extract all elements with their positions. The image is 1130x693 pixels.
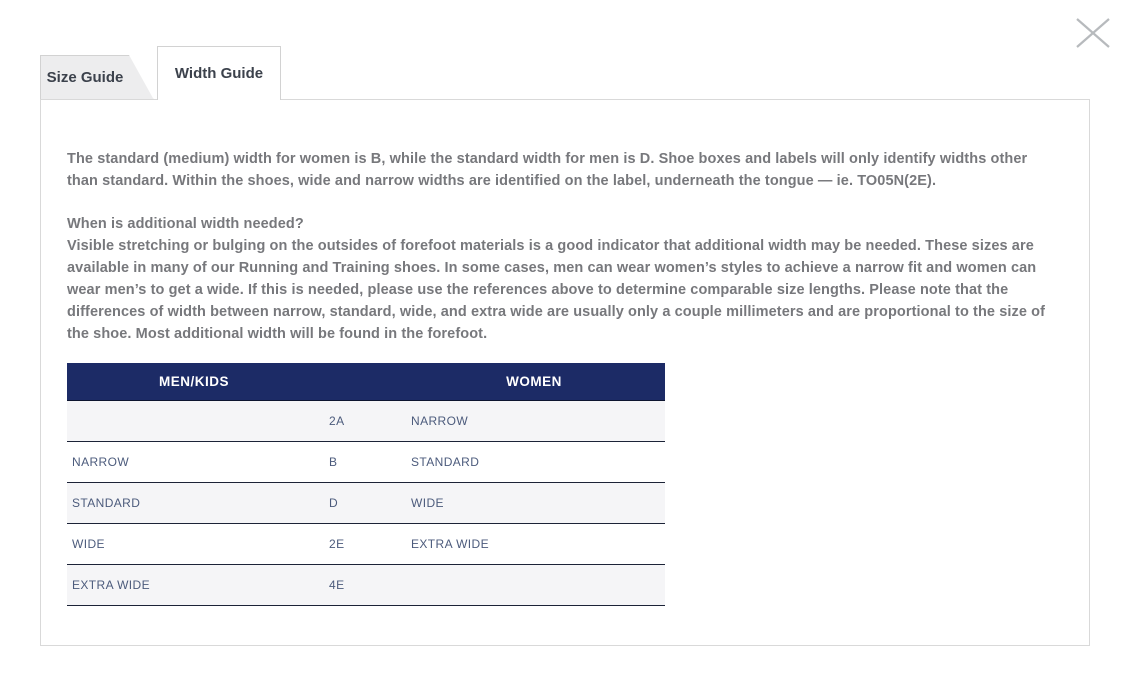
table-header-row	[67, 363, 665, 400]
cell-width-code: 4E	[321, 564, 403, 605]
cell-women: EXTRA WIDE	[403, 523, 665, 564]
header-width-code	[321, 363, 403, 400]
cell-women: STANDARD	[403, 441, 665, 482]
tab-size-guide-label: Size Guide	[46, 69, 124, 86]
table-row	[67, 441, 665, 482]
intro-paragraph: The standard (medium) width for women is B, while the standard width for men is D. Shoe boxes and labels will only identify widths other than standard. Within the shoes, wide and narrow widths are identified on the label, underneath the tongue — ie. TO05N(2E).	[67, 151, 1028, 189]
header-women: WOMEN	[403, 363, 665, 400]
cell-width-code: 2A	[321, 400, 403, 441]
cell-men-kids: EXTRA WIDE	[67, 564, 321, 605]
tab-width-guide[interactable]	[157, 46, 281, 100]
table-row	[67, 523, 665, 564]
cell-men-kids: WIDE	[67, 523, 321, 564]
tab-size-guide[interactable]	[40, 55, 154, 99]
tab-width-guide-label: Width Guide	[174, 65, 264, 82]
close-icon	[1074, 37, 1112, 54]
close-button[interactable]	[1074, 16, 1112, 50]
width-comparison-table	[67, 363, 665, 606]
cell-width-code: B	[321, 441, 403, 482]
cell-width-code: 2E	[321, 523, 403, 564]
cell-women: NARROW	[403, 400, 665, 441]
width-guide-panel	[40, 99, 1090, 646]
question-heading: When is additional width needed?	[67, 216, 304, 232]
cell-women: WIDE	[403, 482, 665, 523]
table-row	[67, 482, 665, 523]
table-row	[67, 400, 665, 441]
cell-width-code: D	[321, 482, 403, 523]
header-men-kids: MEN/KIDS	[67, 363, 321, 400]
cell-men-kids: STANDARD	[67, 482, 321, 523]
cell-men-kids: NARROW	[67, 441, 321, 482]
table-row	[67, 564, 665, 605]
additional-width-section	[67, 213, 1049, 345]
cell-women	[403, 564, 665, 605]
answer-paragraph: Visible stretching or bulging on the outsides of forefoot materials is a good indicator that additional width may be needed. These sizes are available in many of our Running and Training shoes. In some cases, men can wear women’s styles to achieve a narrow fit and women can wear men’s to get a wide. If this is needed, please use the references above to determine comparable size lengths. Please note that the differences of width between narrow, standard, wide, and extra wide are usually only a couple millimeters and are proportional to the size of the shoe. Most additional width will be found in the forefoot.	[67, 238, 1046, 342]
cell-men-kids	[67, 400, 321, 441]
